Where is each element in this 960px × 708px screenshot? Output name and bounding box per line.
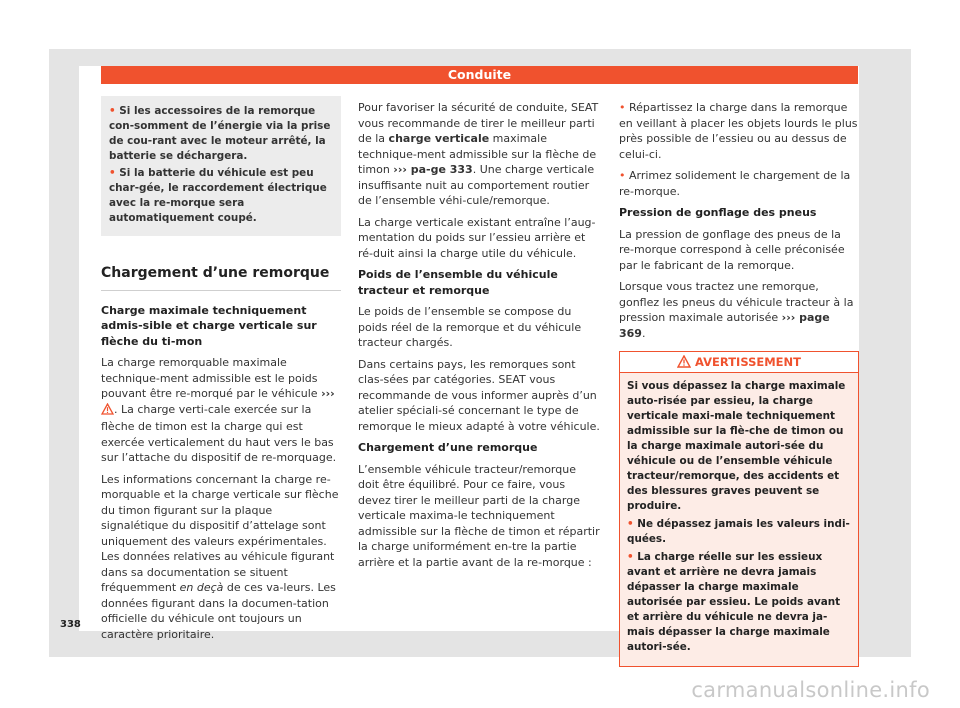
warning-triangle-icon [101,403,114,420]
bullet-icon: • [619,101,626,114]
paragraph: Pour favoriser la sécurité de conduite, SEAT vous recommande de tirer le meilleur parti de la charge verticale maximale technique-ment admissible sur la flèche de timon ››› pa-ge 333. Une charge verticale insuffisante nuit au comportement routier de l’ensemble véhi-cule/remorque. [358,101,599,207]
list-item: • Arrimez solidement le chargement de la re-morque. [619,169,851,198]
warning-body [620,373,858,666]
bullet-icon: • [627,518,634,530]
paragraph: L’ensemble véhicule tracteur/remorque doit être équilibré. Pour ce faire, vous devez tirer le meilleur parti de la charge verticale maxima-le techniquement admissible sur la flèche de timon et répartir la charge uniformément en-tre la partie arrière et la partie avant de la re-morque : [358,462,600,569]
column-middle [358,100,600,576]
paragraph: La pression de gonflage des pneus de la re-morque correspond à celle préconisée par le fabricant de la remorque. [619,227,845,272]
page-number: 338 [60,619,81,630]
paragraph: Le poids de l’ensemble se compose du poids réel de la remorque et du véhicule tracteur chargés. [358,305,582,349]
paragraph: La charge verticale existant entraîne l’aug-mentation du poids sur l’essieu arrière et ré-duit ainsi la charge utile du véhicule. [358,215,596,260]
column-left [101,96,341,648]
warning-box [619,351,859,667]
paragraph: Lorsque vous tractez une remorque, gonflez les pneus du véhicule tracteur à la pression maximale autorisée ››› page 369. [619,280,854,340]
subheading: Chargement d’une remorque [358,441,538,454]
cross-reference[interactable]: ››› [321,387,335,400]
bullet-icon: • [109,105,116,117]
subheading: Charge maximale techniquement admis-sible et charge verticale sur flèche du ti-mon [101,303,317,348]
subheading: Pression de gonflage des pneus [619,206,817,219]
bullet-icon: • [619,169,626,182]
warning-triangle-icon [677,354,691,374]
bullet-icon: • [627,551,634,563]
note-item: • Si les accessoires de la remorque con-somment de l’énergie via la prise de cou-rant avec le moteur arrêté, la batterie se déchargera. [109,105,331,162]
cross-reference[interactable]: ››› pa-ge 333 [393,163,473,176]
note-box [101,96,341,236]
warning-title: AVERTISSEMENT [695,355,802,369]
warning-header [620,352,858,373]
paragraph: La charge remorquable maximale technique-ment admissible est le poids pouvant être re-morqué par le véhicule ››› . La charge verti-cale exercée sur la flèche de timon est la charge qui est exercée verticalement du haut vers le bas sur l’attache du dispositif de re-morquage. [101,356,337,464]
list-item: • Répartissez la charge dans la remorque en veillant à placer les objets lourds le plus près possible de l’essieu ou au dessus de celui-ci. [619,101,858,161]
bullet-icon: • [109,167,116,179]
paragraph: Les informations concernant la charge re-morquable et la charge verticale sur flèche du timon figurant sur la plaque signalétique du dispositif d’attelage sont uniquement des valeurs expérimentales. Les données relatives au véhicule figurant dans sa documentation se situent fréquemment en deçà de ces va-leurs. Les données figurant dans la documen-tation officielle du véhicule ont toujours un caractère prioritaire. [101,472,339,641]
warning-item: • Ne dépassez jamais les valeurs indi-quées. [627,518,850,545]
section-title: Chargement d’une remorque [101,266,341,291]
note-item: • Si la batterie du véhicule est peu char-gée, le raccordement électrique avec la re-morque sera automatiquement coupé. [109,167,327,224]
page-header: Conduite [101,66,858,84]
warning-item: • La charge réelle sur les essieux avant et arrière ne devra jamais dépasser la charge maximale autorisée par essieu. Le poids avant et arrière du véhicule ne devra ja-mais dépasser la charge maximale autori-sée. [627,551,841,653]
column-right [619,100,859,667]
paragraph: Dans certains pays, les remorques sont clas-sées par catégories. SEAT vous recommande de vous informer auprès d’un atelier spéciali-sé concernant le type de remorque le mieux adapté à votre véhicule. [358,357,600,433]
subheading: Poids de l’ensemble du véhicule tracteur et remorque [358,268,558,297]
warning-intro: Si vous dépassez la charge maximale auto-risée par essieu, la charge verticale maxi-male techniquement admissible sur la flè-che de timon ou la charge maximale autori-sée du véhicule ou de l’ensemble véhicule tracteur/remorque, des accidents et des blessures graves peuvent se produire. [627,380,846,512]
cross-reference[interactable]: ››› page 369 [619,311,830,340]
